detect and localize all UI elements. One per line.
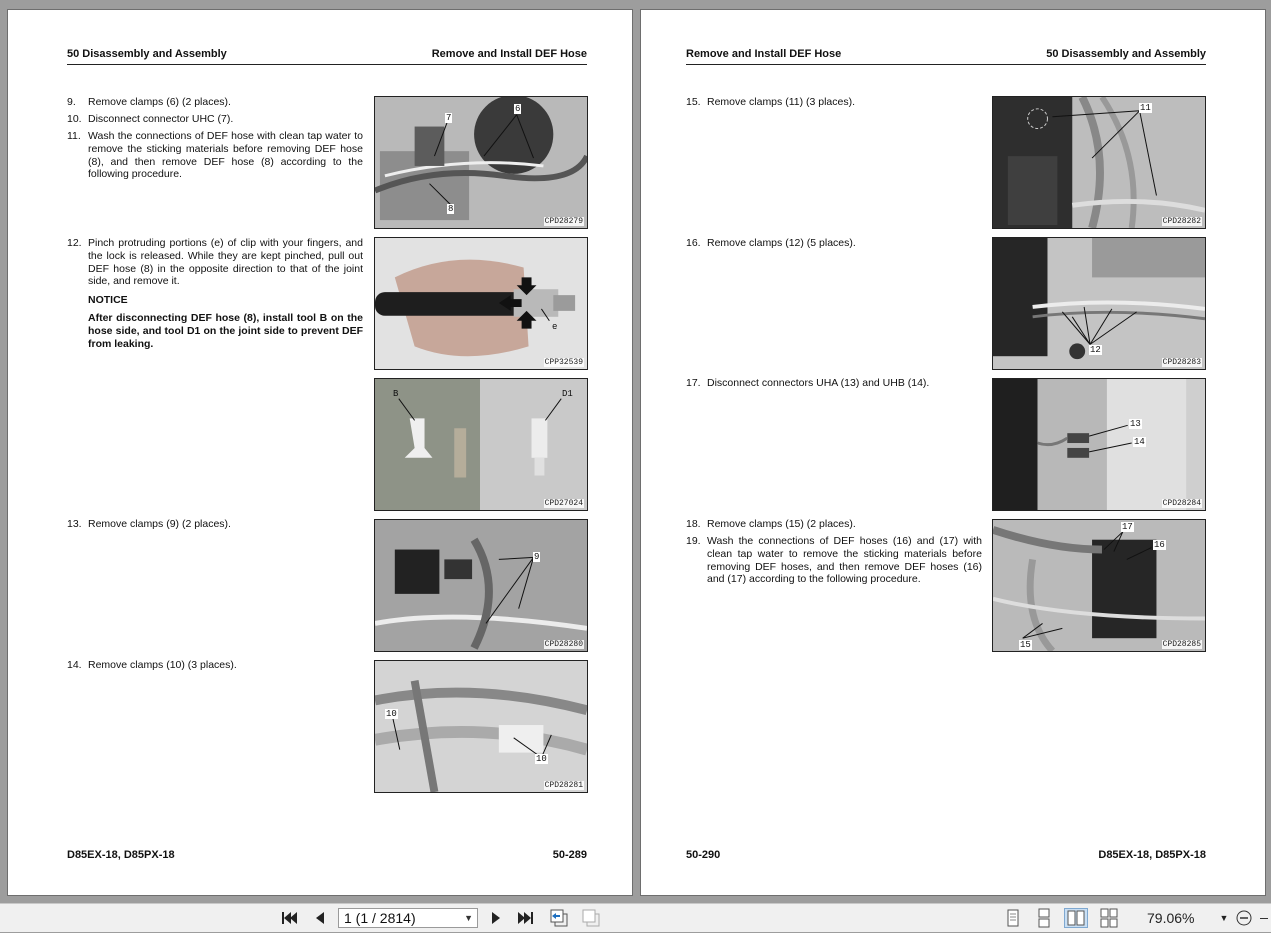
- go-forward-icon[interactable]: [580, 908, 602, 928]
- step-16: 16. Remove clamps (12) (5 places).: [686, 237, 856, 249]
- header-left: 50 Disassembly and Assembly: [67, 48, 227, 60]
- single-page-icon[interactable]: [1001, 908, 1025, 928]
- figure-cpd28280: [374, 519, 588, 652]
- continuous-facing-icon[interactable]: [1097, 908, 1121, 928]
- step-11: 11. Wash the connections of DEF hose with clean tap water to remove the sticking materials before removing DEF hose (8), and then remove DEF hose (8) according to the following procedure.: [67, 130, 363, 181]
- figure-code: CPD28282: [1162, 217, 1201, 226]
- figure-cpd27024: [374, 378, 588, 511]
- callout: 17: [1122, 522, 1133, 532]
- prev-page-icon[interactable]: [309, 908, 331, 928]
- callout: 13: [1130, 419, 1141, 429]
- page-header: [686, 48, 1206, 65]
- notice-body: After disconnecting DEF hose (8), install tool B on the hose side, and tool D1 on the joint side to prevent DEF from leaking.: [88, 311, 363, 350]
- footer-right: D85EX-18, D85PX-18: [1098, 849, 1206, 861]
- callout: 8: [448, 204, 454, 214]
- continuous-icon[interactable]: [1032, 908, 1056, 928]
- header-left: Remove and Install DEF Hose: [686, 48, 842, 60]
- callout: 6: [515, 104, 521, 114]
- callout: 15: [1020, 640, 1031, 650]
- figure-cpd28284: [992, 378, 1206, 511]
- figure-cpd28282: [992, 96, 1206, 229]
- page-number-select[interactable]: 1 (1 / 2814) ▼: [338, 908, 478, 928]
- footer-left: 50-290: [686, 849, 721, 861]
- figure-code: CPD28279: [544, 217, 583, 226]
- figure-code: CPP32539: [544, 358, 583, 367]
- callout: 16: [1154, 540, 1165, 550]
- header-right: 50 Disassembly and Assembly: [1046, 48, 1206, 60]
- step-9: 9. Remove clamps (6) (2 places).: [67, 96, 231, 108]
- callout: 7: [446, 113, 452, 123]
- zoom-dropdown-icon[interactable]: ▼: [1219, 913, 1229, 923]
- step-10: 10. Disconnect connector UHC (7).: [67, 113, 234, 125]
- step-17: 17. Disconnect connectors UHA (13) and UHB (14).: [686, 377, 930, 389]
- figure-code: CPD27024: [544, 499, 583, 508]
- figure-code: CPD28285: [1162, 640, 1201, 649]
- next-page-icon[interactable]: [485, 908, 507, 928]
- callout: 10: [386, 709, 397, 719]
- figure-cpd28279: [374, 96, 588, 229]
- step-12: 12. Pinch protruding portions (e) of clip with your fingers, and the lock is released. While they are kept pinched, pull out DEF hose (8) in the opposite direction to that of the joint side, and remove it. NOTICE After disconnecting DEF hose (8), install tool B on the hose side, and tool D1 on the joint side to prevent DEF from leaking.: [67, 237, 363, 350]
- left-page: [7, 9, 633, 896]
- first-page-icon[interactable]: [278, 908, 300, 928]
- last-page-icon[interactable]: [515, 908, 537, 928]
- page-footer: [67, 849, 587, 863]
- figure-code: CPD28284: [1162, 499, 1201, 508]
- page-header: [67, 48, 587, 65]
- step-13: 13. Remove clamps (9) (2 places).: [67, 518, 231, 530]
- callout: D1: [562, 389, 573, 399]
- viewer-toolbar: [0, 903, 1271, 932]
- facing-icon[interactable]: [1064, 908, 1088, 928]
- chevron-down-icon: ▼: [464, 913, 473, 923]
- go-back-icon[interactable]: [548, 908, 570, 928]
- figure-cpd28283: [992, 237, 1206, 370]
- callout: 14: [1134, 437, 1145, 447]
- figure-code: CPD28283: [1162, 358, 1201, 367]
- figure-code: CPD28281: [544, 781, 583, 790]
- callout: e: [552, 322, 558, 332]
- callout: B: [393, 389, 399, 399]
- step-14: 14. Remove clamps (10) (3 places).: [67, 659, 237, 671]
- zoom-slider[interactable]: [1260, 918, 1268, 919]
- callout: 11: [1140, 103, 1151, 113]
- figure-cpd28281: [374, 660, 588, 793]
- right-page: [640, 9, 1266, 896]
- footer-left: D85EX-18, D85PX-18: [67, 849, 175, 861]
- callout: 9: [534, 552, 540, 562]
- page-footer: [686, 849, 1206, 863]
- callout: 12: [1090, 345, 1101, 355]
- notice-title: NOTICE: [88, 294, 128, 307]
- callout: 10: [536, 754, 547, 764]
- step-18: 18. Remove clamps (15) (2 places).: [686, 518, 856, 530]
- header-right: Remove and Install DEF Hose: [431, 48, 587, 60]
- step-15: 15. Remove clamps (11) (3 places).: [686, 96, 856, 108]
- zoom-out-icon[interactable]: [1233, 908, 1255, 928]
- step-19: 19. Wash the connections of DEF hoses (16) and (17) with clean tap water to remove the sticking materials before removing DEF hoses, and then remove DEF hoses (16) and (17) according to the following procedure.: [686, 535, 982, 586]
- figure-cpp32539: [374, 237, 588, 370]
- zoom-level[interactable]: 79.06%: [1147, 910, 1195, 926]
- figure-code: CPD28280: [544, 640, 583, 649]
- figure-cpd28285: [992, 519, 1206, 652]
- footer-right: 50-289: [552, 849, 587, 861]
